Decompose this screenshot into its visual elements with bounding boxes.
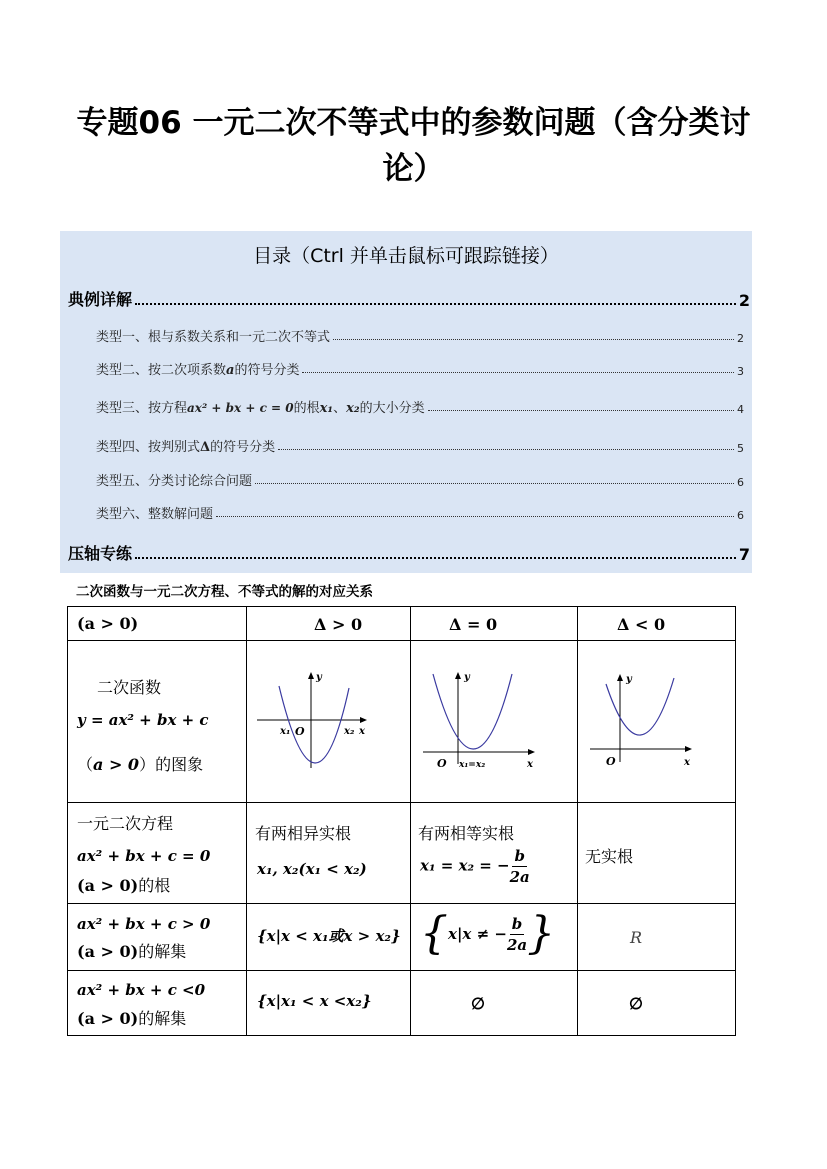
x-axis-label: x	[684, 757, 690, 768]
y-axis-label: y	[464, 672, 470, 683]
toc-item-type-1[interactable]	[96, 326, 744, 345]
toc-page-number: 6	[737, 476, 744, 489]
toc-leader	[255, 482, 734, 484]
table-divider	[67, 802, 736, 803]
lt-solution-empty-set: ∅	[629, 994, 643, 1013]
toc-leader	[302, 371, 734, 373]
y-axis-label: y	[316, 672, 322, 683]
fraction-b-over-2a: $\frac{b}{2a}$	[509, 847, 530, 886]
header-delta-zero: Δ = 0	[449, 615, 498, 634]
origin-label: O	[295, 725, 305, 738]
table-divider	[67, 640, 736, 641]
header-delta-positive: Δ > 0	[314, 615, 363, 634]
toc-page-number: 2	[738, 291, 750, 310]
x-axis-arrow	[685, 746, 692, 752]
toc-item-label: 类型四、按判别式Δ的符号分类	[96, 440, 276, 455]
fraction-b-over-2a: $\frac{b}{2a}$	[506, 914, 528, 954]
gt-solution-double-root: { x|x ≠ − $\frac{b}{2a}$ }	[420, 908, 556, 959]
row-graph-label-3: （a > 0）的图象	[77, 755, 204, 774]
toc-page-number: 7	[738, 545, 750, 564]
table-divider	[67, 903, 736, 904]
gt-solution-all-reals: R	[630, 928, 643, 947]
parabola-two-roots-graph	[253, 664, 403, 774]
x-axis-arrow	[360, 717, 367, 723]
table-border	[67, 606, 68, 1036]
table-divider	[577, 606, 578, 1036]
row-graph-label-2: y = ax² + bx + c	[77, 711, 209, 729]
double-root-label: x₁=x₂	[459, 760, 486, 770]
row-roots-label-3: (a > 0)的根	[77, 876, 171, 895]
table-border	[67, 1035, 736, 1036]
root-x2-label: x₂	[344, 726, 355, 737]
y-axis-arrow	[308, 672, 314, 679]
no-real-roots-text: 无实根	[585, 847, 634, 866]
lt-solution-empty-set: ∅	[471, 994, 485, 1013]
toc-section-exercises[interactable]	[68, 541, 750, 564]
lt-solution-two-roots: {x|x₁ < x <x₂}	[257, 992, 372, 1010]
toc-item-type-4[interactable]	[96, 436, 744, 455]
parabola-curve	[279, 686, 349, 763]
row-lt-label-1: ax² + bx + c <0	[77, 981, 206, 999]
header-condition: (a > 0)	[77, 614, 139, 633]
title-line-1: 专题06 一元二次不等式中的参数问题（含分类讨	[76, 105, 751, 141]
root-x1-label: x₁	[280, 726, 291, 737]
parabola-no-root-graph	[584, 664, 734, 774]
x-axis-label: x	[359, 726, 365, 737]
toc-section-examples[interactable]	[68, 287, 750, 310]
table-border	[67, 606, 736, 607]
toc-page-number: 5	[737, 442, 744, 455]
table-divider	[410, 606, 411, 1036]
toc-item-label: 类型六、整数解问题	[96, 507, 214, 522]
gt-solution-two-roots: {x|x < x₁或x > x₂}	[257, 927, 401, 945]
toc-item-label: 类型三、按方程ax² + bx + c = 0的根x₁、x₂的大小分类	[96, 401, 425, 416]
y-axis-arrow	[617, 674, 623, 681]
table-divider	[67, 970, 736, 971]
toc-leader	[135, 556, 736, 559]
row-graph-label-1: 二次函数	[97, 678, 162, 697]
row-gt-label-1: ax² + bx + c > 0	[77, 915, 211, 933]
toc-item-type-3[interactable]	[96, 397, 744, 416]
header-delta-negative: Δ < 0	[617, 615, 666, 634]
toc-item-type-5[interactable]	[96, 470, 744, 489]
parabola-curve	[606, 678, 674, 735]
toc-leader	[333, 338, 734, 340]
toc-section-label: 压轴专练	[68, 544, 133, 563]
row-gt-label-2: (a > 0)的解集	[77, 942, 187, 961]
row-roots-label-1: 一元二次方程	[77, 814, 174, 833]
y-axis-arrow	[455, 672, 461, 679]
toc-item-type-6[interactable]	[96, 503, 744, 522]
toc-leader	[428, 409, 734, 411]
two-distinct-roots-text: 有两相异实根	[255, 824, 352, 843]
toc-leader	[216, 515, 734, 517]
correspondence-table	[67, 606, 736, 1036]
two-equal-roots-math: x₁ = x₂ = − $\frac{b}{2a}$	[420, 847, 530, 886]
toc-item-label: 类型一、根与系数关系和一元二次不等式	[96, 330, 331, 345]
parabola-curve	[433, 674, 512, 749]
table-divider	[246, 606, 247, 1036]
origin-label: O	[437, 757, 447, 770]
page-title	[70, 100, 757, 192]
toc-item-label: 类型二、按二次项系数a的符号分类	[96, 363, 300, 378]
table-caption: 二次函数与一元二次方程、不等式的解的对应关系	[76, 584, 373, 600]
row-lt-label-2: (a > 0)的解集	[77, 1009, 187, 1028]
toc-leader	[135, 302, 736, 305]
toc-page-number: 4	[737, 403, 744, 416]
x-axis-arrow	[528, 749, 535, 755]
table-of-contents	[60, 231, 752, 573]
y-axis-label: y	[626, 674, 632, 685]
toc-item-type-2[interactable]	[96, 359, 744, 378]
toc-leader	[278, 448, 734, 450]
parabola-double-root-graph	[419, 664, 569, 774]
toc-page-number: 3	[737, 365, 744, 378]
toc-heading: 目录（Ctrl 并单击鼠标可跟踪链接）	[253, 245, 559, 267]
x-axis-label: x	[527, 759, 533, 770]
toc-item-label: 类型五、分类讨论综合问题	[96, 474, 253, 489]
two-distinct-roots-math: x₁, x₂(x₁ < x₂)	[257, 860, 367, 878]
toc-section-label: 典例详解	[68, 290, 133, 309]
toc-page-number: 2	[737, 332, 744, 345]
toc-page-number: 6	[737, 509, 744, 522]
title-line-2: 论）	[382, 151, 445, 187]
origin-label: O	[606, 755, 616, 768]
row-roots-label-2: ax² + bx + c = 0	[77, 847, 211, 865]
table-border	[735, 606, 736, 1036]
two-equal-roots-text: 有两相等实根	[418, 824, 515, 843]
